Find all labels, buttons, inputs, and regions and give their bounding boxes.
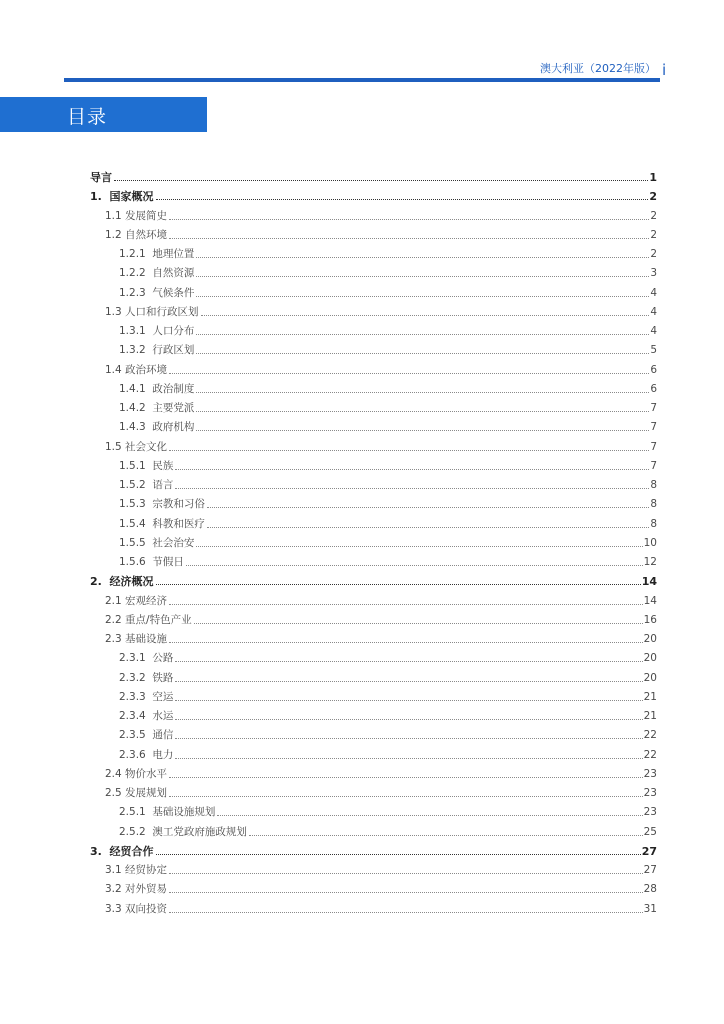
- toc-entry-page: 31: [643, 902, 657, 915]
- toc-entry-page: 28: [643, 883, 657, 896]
- toc-entry-label: 自然环境: [125, 228, 168, 241]
- toc-entry-page: 2: [650, 248, 657, 260]
- toc-entry[interactable]: [119, 261, 657, 280]
- toc-entry-page: 7: [650, 421, 657, 434]
- toc-entry-page: 22: [643, 729, 657, 742]
- toc-entry-number: 2.1: [105, 594, 126, 607]
- toc-dot-leader: [169, 449, 649, 451]
- toc-dot-leader: [201, 314, 650, 316]
- toc-entry[interactable]: [119, 800, 657, 819]
- toc-entry-label: 政治制度: [152, 382, 195, 395]
- toc-entry[interactable]: [119, 396, 657, 415]
- toc-entry-page: 23: [643, 806, 657, 819]
- toc-entry-page: 27: [641, 844, 657, 858]
- toc-entry-number: 1.3.2: [119, 344, 153, 357]
- toc-entry-number: 1.2.3: [119, 286, 153, 299]
- toc-entry[interactable]: [119, 473, 657, 492]
- toc-dot-leader: [114, 179, 648, 181]
- toc-entry[interactable]: [105, 627, 657, 646]
- toc-entry-page: 8: [650, 498, 657, 511]
- toc-entry[interactable]: [119, 319, 657, 338]
- toc-dot-leader: [175, 737, 642, 739]
- toc-entry-number: 2.3.6: [119, 748, 153, 761]
- toc-dot-leader: [156, 198, 649, 200]
- toc-dot-leader: [249, 834, 643, 836]
- toc-dot-leader: [217, 814, 642, 816]
- toc-entry-number: 2.3.5: [119, 729, 153, 742]
- toc-dot-leader: [175, 680, 642, 682]
- toc-entry[interactable]: [105, 300, 657, 319]
- toc-entry-label: 铁路: [152, 671, 174, 684]
- toc-entry[interactable]: [105, 589, 657, 608]
- toc-entry-page: 20: [643, 633, 657, 645]
- toc-entry-number: 1.5.2: [119, 479, 153, 491]
- toc-dot-leader: [169, 603, 643, 605]
- toc-entry-label: 导言: [90, 171, 112, 184]
- toc-heading: 目录: [67, 106, 108, 128]
- toc-entry[interactable]: [119, 454, 657, 473]
- toc-entry-number: 2.3.2: [119, 671, 153, 684]
- toc-entry-page: 14: [643, 594, 657, 607]
- toc-entry-number: 2.: [90, 575, 110, 589]
- toc-entry-number: 1.5.4: [119, 517, 153, 530]
- toc-entry-label: 通信: [152, 729, 174, 742]
- toc-entry-label: 行政区划: [152, 344, 195, 357]
- toc-entry-label: 自然资源: [152, 267, 195, 280]
- toc-entry-number: 1.4.3: [119, 421, 153, 434]
- toc-entry-page: 2: [649, 190, 657, 204]
- toc-entry-page: 23: [643, 787, 657, 799]
- toc-entry-number: 2.2: [105, 613, 126, 626]
- toc-entry-page: 6: [650, 382, 657, 395]
- toc-entry-number: 3.1: [105, 864, 126, 876]
- toc-entry-label: 国家概况: [109, 190, 154, 204]
- toc-entry-label: 社会文化: [125, 440, 168, 453]
- toc-entry[interactable]: [119, 492, 657, 511]
- toc-heading-banner: [0, 97, 207, 132]
- toc-entry-page: 10: [643, 536, 657, 549]
- toc-entry-page: 20: [643, 671, 657, 684]
- toc-entry-number: 2.3.4: [119, 710, 153, 722]
- toc-entry-label: 经济概况: [109, 575, 154, 589]
- toc-entry-label: 社会治安: [152, 536, 195, 549]
- toc-dot-leader: [156, 583, 641, 585]
- toc-entry[interactable]: [119, 723, 657, 742]
- toc-entry-number: 2.3.1: [119, 652, 153, 665]
- toc-entry-label: 宏观经济: [125, 594, 168, 607]
- toc-entry[interactable]: [119, 377, 657, 396]
- toc-dot-leader: [169, 218, 649, 220]
- toc-entry-page: 6: [650, 363, 657, 376]
- toc-entry-label: 发展规划: [125, 787, 168, 799]
- toc-entry-label: 重点/特色产业: [125, 613, 192, 626]
- toc-entry[interactable]: [105, 858, 657, 877]
- toc-entry-label: 节假日: [152, 556, 184, 568]
- toc-entry-number: 3.: [90, 844, 110, 858]
- toc-dot-leader: [196, 391, 649, 393]
- toc-entry-page: 5: [650, 344, 657, 357]
- toc-entry-number: 2.5.1: [119, 806, 153, 819]
- toc-entry-number: 2.4: [105, 767, 126, 780]
- page-number: i: [662, 61, 667, 79]
- toc-entry-label: 经贸合作: [109, 844, 154, 858]
- toc-entry-page: 2: [650, 228, 657, 241]
- toc-entry[interactable]: [105, 877, 657, 896]
- toc-entry-page: 8: [650, 479, 657, 491]
- toc-entry-page: 12: [643, 556, 657, 568]
- toc-entry-number: 2.5.2: [119, 825, 153, 838]
- toc-entry-number: 2.3: [105, 633, 126, 645]
- toc-entry-number: 1.1: [105, 209, 126, 222]
- toc-dot-leader: [169, 372, 649, 374]
- toc-entry[interactable]: [119, 415, 657, 434]
- document-title: 澳大利亚（2022年版）: [540, 62, 656, 75]
- toc-entry[interactable]: [119, 646, 657, 665]
- toc-entry[interactable]: [105, 435, 657, 454]
- toc-dot-leader: [175, 468, 649, 470]
- toc-entry-label: 双向投资: [125, 902, 168, 915]
- toc-entry-page: 16: [643, 613, 657, 626]
- toc-entry[interactable]: [119, 550, 657, 569]
- toc-dot-leader: [196, 295, 649, 297]
- toc-dot-leader: [169, 891, 643, 893]
- toc-dot-leader: [169, 911, 643, 913]
- toc-entry[interactable]: [105, 358, 657, 377]
- toc-entry-label: 政府机构: [152, 421, 195, 434]
- toc-entry[interactable]: [90, 184, 657, 203]
- toc-entry[interactable]: [105, 223, 657, 242]
- toc-entry-number: 1.5.6: [119, 556, 153, 568]
- toc-dot-leader: [196, 545, 642, 547]
- toc-entry-label: 人口分布: [152, 325, 195, 337]
- toc-entry-number: 3.3: [105, 902, 126, 915]
- toc-entry[interactable]: [119, 512, 657, 531]
- toc-entry-number: 1.5.1: [119, 459, 153, 472]
- toc-entry-number: 1.3: [105, 305, 126, 318]
- toc-entry-label: 气候条件: [152, 286, 195, 299]
- toc-entry[interactable]: [119, 704, 657, 723]
- toc-entry[interactable]: [119, 242, 657, 261]
- toc-entry-number: 1.4.1: [119, 382, 153, 395]
- toc-entry[interactable]: [105, 897, 657, 916]
- toc-entry-label: 水运: [152, 710, 174, 722]
- toc-dot-leader: [196, 352, 649, 354]
- toc-entry-page: 23: [643, 767, 657, 780]
- toc-entry[interactable]: [105, 204, 657, 223]
- toc-entry-number: 1.3.1: [119, 325, 153, 337]
- toc-entry-page: 7: [650, 459, 657, 472]
- toc-entry-number: 1.5.3: [119, 498, 153, 511]
- toc-entry[interactable]: [119, 666, 657, 685]
- toc-entry-number: 1.2: [105, 228, 126, 241]
- toc-dot-leader: [169, 237, 649, 239]
- toc-entry-label: 物价水平: [125, 767, 168, 780]
- toc-entry[interactable]: [119, 743, 657, 762]
- toc-entry-label: 经贸协定: [125, 864, 168, 876]
- toc-entry-number: 1.2.1: [119, 248, 153, 260]
- toc-entry-number: 2.5: [105, 787, 126, 799]
- toc-dot-leader: [175, 757, 642, 759]
- toc-dot-leader: [169, 872, 643, 874]
- toc-entry-label: 电力: [152, 748, 174, 761]
- toc-entry[interactable]: [119, 531, 657, 550]
- toc-entry-label: 人口和行政区划: [125, 305, 199, 318]
- toc-entry[interactable]: [105, 608, 657, 627]
- toc-entry-number: 1.5.5: [119, 536, 153, 549]
- toc-dot-leader: [169, 776, 643, 778]
- toc-entry-number: 1.5: [105, 440, 126, 453]
- toc-dot-leader: [207, 506, 649, 508]
- toc-entry-number: 1.4: [105, 363, 126, 376]
- toc-entry[interactable]: [119, 685, 657, 704]
- toc-entry-page: 1: [649, 171, 657, 184]
- toc-entry-page: 4: [650, 286, 657, 299]
- toc-dot-leader: [175, 660, 642, 662]
- toc-entry-number: 1.2.2: [119, 267, 153, 280]
- toc-entry[interactable]: [105, 762, 657, 781]
- toc-dot-leader: [175, 699, 642, 701]
- toc-dot-leader: [196, 429, 649, 431]
- toc-entry-number: 1.: [90, 190, 110, 204]
- toc-entry-label: 科教和医疗: [152, 517, 205, 530]
- toc-entry-label: 空运: [152, 690, 174, 703]
- toc-entry-page: 25: [643, 825, 657, 838]
- toc-dot-leader: [196, 275, 649, 277]
- toc-entry[interactable]: [90, 839, 657, 858]
- toc-entry-page: 7: [650, 440, 657, 453]
- toc-entry-label: 公路: [152, 652, 174, 665]
- toc-dot-leader: [194, 622, 643, 624]
- toc-dot-leader: [196, 410, 649, 412]
- toc-entry-number: 3.2: [105, 883, 126, 896]
- toc-entry[interactable]: [119, 820, 657, 839]
- toc-entry-page: 4: [650, 325, 657, 337]
- toc-entry-number: 2.3.3: [119, 690, 153, 703]
- toc-entry-number: 1.4.2: [119, 402, 153, 414]
- toc-entry-label: 语言: [152, 479, 174, 491]
- toc-dot-leader: [169, 641, 643, 643]
- toc-entry-label: 基础设施规划: [152, 806, 216, 819]
- toc-entry-label: 澳工党政府施政规划: [152, 825, 247, 838]
- toc-entry-label: 发展简史: [125, 209, 168, 222]
- toc-entry[interactable]: [119, 338, 657, 357]
- toc-entry-page: 21: [643, 690, 657, 703]
- toc-entry-label: 对外贸易: [125, 883, 168, 896]
- toc-entry[interactable]: [119, 281, 657, 300]
- toc-entry-page: 8: [650, 517, 657, 530]
- toc-dot-leader: [156, 853, 641, 855]
- toc-dot-leader: [196, 333, 649, 335]
- toc-entry-page: 22: [643, 748, 657, 761]
- toc-entry-page: 7: [650, 402, 657, 414]
- toc-entry-label: 宗教和习俗: [152, 498, 205, 511]
- toc-entry-page: 2: [650, 209, 657, 222]
- toc-entry-page: 21: [643, 710, 657, 722]
- toc-entry-label: 民族: [152, 459, 174, 472]
- toc-dot-leader: [196, 256, 649, 258]
- toc-entry-label: 政治环境: [125, 363, 168, 376]
- toc-entry[interactable]: [90, 569, 657, 588]
- toc-entry-page: 27: [643, 864, 657, 876]
- toc-dot-leader: [169, 795, 643, 797]
- toc-dot-leader: [175, 487, 649, 489]
- toc-entry-page: 14: [641, 575, 657, 589]
- toc-dot-leader: [175, 718, 642, 720]
- toc-entry[interactable]: [105, 781, 657, 800]
- toc-entry-page: 20: [643, 652, 657, 665]
- toc-entry-label: 地理位置: [152, 248, 195, 260]
- header-divider: [64, 78, 660, 82]
- toc-entry-page: 4: [650, 305, 657, 318]
- toc-entry-page: 3: [650, 267, 657, 280]
- toc-dot-leader: [186, 564, 643, 566]
- toc-entry[interactable]: [90, 165, 657, 184]
- toc-entry-label: 主要党派: [152, 402, 195, 414]
- toc-dot-leader: [207, 526, 649, 528]
- toc-entry-label: 基础设施: [125, 633, 168, 645]
